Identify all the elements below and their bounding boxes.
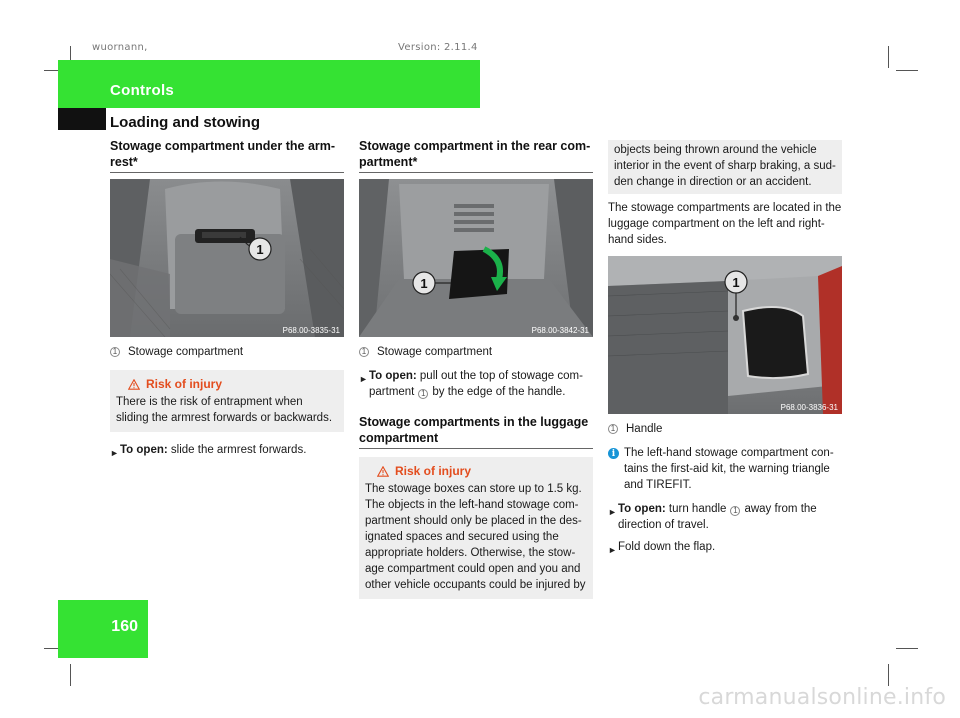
callout-number: 1 (110, 347, 120, 357)
photo-rear (359, 179, 593, 337)
step-label: To open: (618, 503, 666, 515)
step-arrow-icon: ► (110, 448, 119, 458)
step-open-rear (359, 368, 593, 400)
warning-title (365, 463, 587, 479)
crop-mark (70, 664, 71, 686)
warning-title-text: Risk of injury (146, 377, 223, 391)
step-fold-flap (608, 539, 842, 558)
caption-luggage (608, 421, 842, 437)
meta-right: Version: 2.11.4 (398, 42, 478, 51)
photo-callout: 1 (420, 276, 428, 291)
section-marker (58, 108, 106, 130)
crop-mark (896, 70, 918, 71)
body-paragraph: The stowage compartments are located in the luggage compartment on the left and right-hand sides. (608, 202, 842, 246)
column-armrest (110, 138, 344, 461)
caption-text: Handle (626, 423, 663, 435)
warning-box-armrest (110, 370, 344, 432)
info-icon: i (608, 448, 619, 459)
warning-text: There is the risk of entrapment when sliding the armrest forwards or backwards. (116, 396, 333, 424)
page-number: 160 (111, 618, 138, 635)
caption-text: Stowage compartment (377, 346, 493, 358)
photo-code: P68.00-3836-31 (780, 403, 838, 412)
caption-rear (359, 344, 593, 360)
caption-armrest (110, 344, 344, 360)
photo-callout: 1 (256, 242, 264, 257)
step-arrow-icon: ► (608, 507, 617, 517)
warning-text: objects being thrown around the vehicle interior in the event of sharp braking, a sud-den change in direction or an accident. (614, 144, 836, 188)
photo-callout: 1 (732, 275, 740, 290)
warning-continuation (608, 140, 842, 194)
heading-armrest: Stowage compartment under the arm-rest* (110, 138, 344, 173)
caption-text: Stowage compartment (128, 346, 244, 358)
column-rear (359, 138, 593, 599)
heading-rear: Stowage compartment in the rear com-partment* (359, 138, 593, 173)
chapter-title: Controls (110, 82, 175, 99)
info-text: The left-hand stowage compartment con-tains the first-aid kit, the warning triangle and TIREFIT. (624, 447, 834, 491)
photo-code: P68.00-3842-31 (531, 326, 589, 335)
warning-title-text: Risk of injury (395, 464, 472, 478)
footer-watermark: carmanualsonline.info (698, 685, 946, 710)
step-arrow-icon: ► (608, 545, 617, 555)
step-open-handle (608, 501, 842, 533)
column-luggage (608, 140, 842, 558)
section-title: Loading and stowing (110, 114, 260, 131)
info-note (608, 445, 842, 493)
step-text: away from the direction of travel. (618, 503, 817, 531)
step-text: by the edge of the handle. (432, 386, 566, 398)
warning-triangle-icon (128, 379, 140, 390)
warning-triangle-icon (377, 466, 389, 477)
meta-left: wuornann, (92, 42, 148, 51)
step-open-armrest (110, 442, 344, 461)
step-label: To open: (369, 370, 417, 382)
step-label: To open: (120, 444, 168, 456)
step-text: pull out the top of stowage com-partment (369, 370, 583, 398)
photo-luggage (608, 256, 842, 414)
step-text: turn handle (668, 503, 727, 515)
callout-number: 1 (359, 347, 369, 357)
warning-title (116, 376, 338, 392)
step-arrow-icon: ► (359, 374, 368, 384)
page-number-tab (58, 600, 148, 658)
heading-luggage: Stowage compartments in the luggage compartment (359, 414, 593, 449)
crop-mark (888, 46, 889, 68)
warning-text: The stowage boxes can store up to 1.5 kg. The objects in the left-hand stowage com-partment should only be placed in the des-ignated spaces and secured using the appropriate holders. Otherwise, the stow-age compartment could open and you and other vehicle occupants could be injured by (365, 483, 586, 591)
photo-armrest (110, 179, 344, 337)
crop-mark (888, 664, 889, 686)
warning-box-luggage (359, 457, 593, 599)
step-text: Fold down the flap. (618, 541, 716, 553)
step-text: slide the armrest forwards. (170, 444, 307, 456)
photo-code: P68.00-3835-31 (282, 326, 340, 335)
callout-number: 1 (730, 506, 740, 516)
callout-number: 1 (418, 389, 428, 399)
callout-number: 1 (608, 424, 618, 434)
crop-mark (896, 648, 918, 649)
